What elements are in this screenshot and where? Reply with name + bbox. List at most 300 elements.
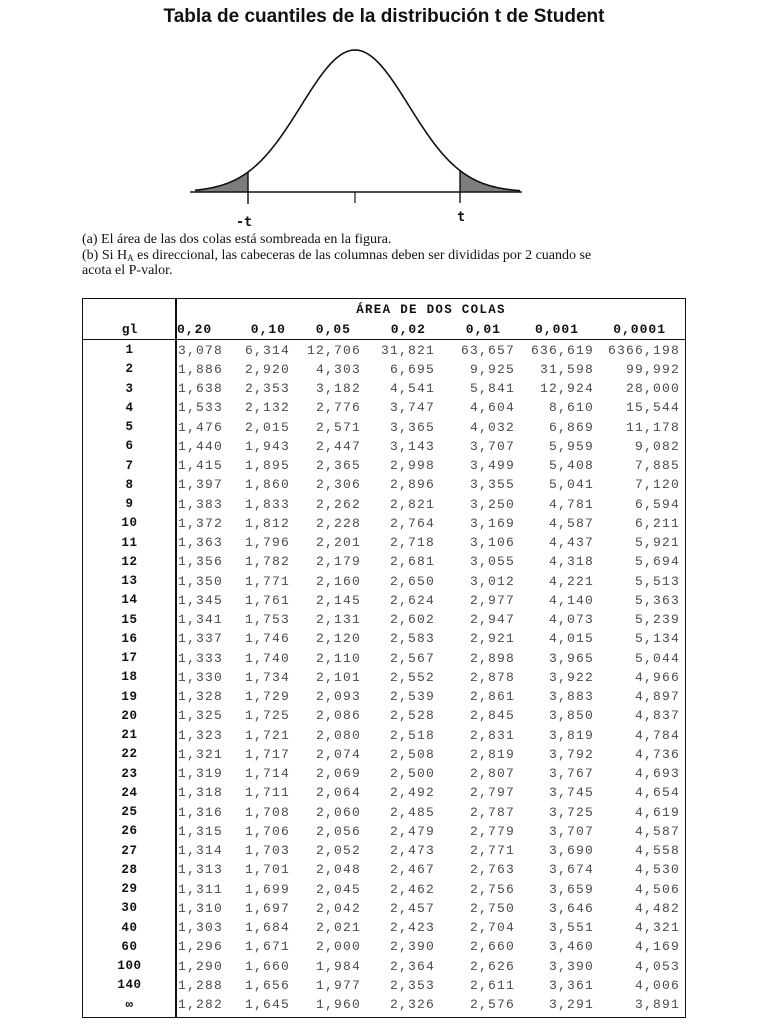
value-cell: 2,052 — [315, 843, 361, 859]
value-cell: 2,201 — [315, 535, 361, 551]
value-cell: 8,610 — [548, 400, 594, 416]
value-cell: 63,657 — [460, 342, 515, 358]
value-cell: 1,440 — [177, 438, 223, 454]
value-cell: 9,082 — [634, 438, 680, 454]
value-cell: 3,850 — [548, 708, 594, 724]
value-cell: 1,290 — [177, 958, 223, 974]
value-cell: 1,771 — [244, 573, 290, 589]
value-cell: 5,239 — [634, 612, 680, 628]
value-cell: 3,747 — [389, 400, 435, 416]
value-cell: 3,646 — [548, 900, 594, 916]
table-row — [83, 610, 685, 629]
table-row — [83, 745, 685, 764]
table-row — [83, 475, 685, 494]
value-cell: 7,885 — [634, 458, 680, 474]
value-cell: 2,650 — [389, 573, 435, 589]
value-cell: 3,551 — [548, 920, 594, 936]
value-cell: 3,460 — [548, 939, 594, 955]
table-row — [83, 398, 685, 417]
value-cell: 1,711 — [244, 785, 290, 801]
gl-header: gl — [121, 322, 138, 337]
value-cell: 4,221 — [548, 573, 594, 589]
value-cell: 6,211 — [634, 515, 680, 531]
value-cell: 5,694 — [634, 554, 680, 570]
label-t: t — [457, 210, 465, 225]
value-cell: 2,467 — [389, 862, 435, 878]
value-cell: 1,350 — [177, 573, 223, 589]
value-cell: 3,499 — [469, 458, 515, 474]
gl-cell: 28 — [121, 862, 138, 877]
value-cell: 3,745 — [548, 785, 594, 801]
value-cell: 3,365 — [389, 419, 435, 435]
value-cell: 6,695 — [389, 361, 435, 377]
t-distribution-figure — [0, 0, 768, 240]
value-cell: 4,966 — [634, 669, 680, 685]
value-cell: 2,552 — [389, 669, 435, 685]
table-row — [83, 341, 685, 360]
value-cell: 4,437 — [548, 535, 594, 551]
value-cell: 2,000 — [315, 939, 361, 955]
table-row — [83, 822, 685, 841]
value-cell: 3,674 — [548, 862, 594, 878]
value-cell: 15,544 — [625, 400, 680, 416]
gl-cell: 15 — [121, 612, 138, 627]
value-cell: 3,767 — [548, 766, 594, 782]
table-row — [83, 706, 685, 725]
value-cell: 1,660 — [244, 958, 290, 974]
value-cell: 2,998 — [389, 458, 435, 474]
value-cell: 2,086 — [315, 708, 361, 724]
table-row — [83, 899, 685, 918]
value-cell: 2,423 — [389, 920, 435, 936]
value-cell: 2,353 — [389, 977, 435, 993]
table-row — [83, 803, 685, 822]
value-cell: 2,479 — [389, 823, 435, 839]
value-cell: 3,355 — [469, 477, 515, 493]
value-cell: 2,845 — [469, 708, 515, 724]
gl-cell: 7 — [125, 458, 134, 473]
value-cell: 2,473 — [389, 843, 435, 859]
value-cell: 4,169 — [634, 939, 680, 955]
value-cell: 3,250 — [469, 496, 515, 512]
value-cell: 3,143 — [389, 438, 435, 454]
gl-cell: 17 — [121, 651, 138, 666]
gl-cell: 40 — [121, 920, 138, 935]
gl-cell: 20 — [121, 708, 138, 723]
column-header: 0,05 — [315, 322, 351, 337]
value-cell: 2,074 — [315, 746, 361, 762]
value-cell: 1,316 — [177, 804, 223, 820]
value-cell: 2,228 — [315, 515, 361, 531]
gl-cell: 16 — [121, 631, 138, 646]
gl-cell: 4 — [125, 400, 134, 415]
value-cell: 3,169 — [469, 515, 515, 531]
gl-cell: 25 — [121, 805, 138, 820]
value-cell: 2,583 — [389, 631, 435, 647]
value-cell: 2,101 — [315, 669, 361, 685]
value-cell: 2,110 — [315, 650, 361, 666]
note-a: (a) El área de las dos colas está sombreada en la figura. — [82, 232, 392, 247]
value-cell: 4,587 — [634, 823, 680, 839]
notes — [82, 232, 591, 279]
value-cell: 2,921 — [469, 631, 515, 647]
note-b-subscript: A — [127, 252, 134, 263]
value-cell: 636,619 — [530, 342, 594, 358]
gl-cell: 13 — [121, 574, 138, 589]
value-cell: 2,756 — [469, 881, 515, 897]
value-cell: 1,977 — [315, 977, 361, 993]
value-cell: 2,763 — [469, 862, 515, 878]
value-cell: 4,015 — [548, 631, 594, 647]
value-cell: 1,753 — [244, 612, 290, 628]
value-cell: 5,841 — [469, 381, 515, 397]
value-cell: 2,571 — [315, 419, 361, 435]
value-cell: 1,656 — [244, 977, 290, 993]
value-cell: 2,045 — [315, 881, 361, 897]
right-tail-shading — [460, 171, 520, 192]
table-row — [83, 880, 685, 899]
column-header: 0,10 — [250, 322, 286, 337]
value-cell: 9,925 — [469, 361, 515, 377]
value-cell: 2,306 — [315, 477, 361, 493]
value-cell: 2,120 — [315, 631, 361, 647]
gl-cell: 18 — [121, 670, 138, 685]
gl-cell: 1 — [125, 343, 134, 358]
gl-cell: 24 — [121, 785, 138, 800]
value-cell: 1,886 — [177, 361, 223, 377]
value-cell: 1,314 — [177, 843, 223, 859]
column-header: 0,20 — [177, 322, 213, 337]
value-cell: 3,819 — [548, 727, 594, 743]
table-row — [83, 726, 685, 745]
value-cell: 3,707 — [548, 823, 594, 839]
note-b-rest: es direccional, las cabeceras de las columnas deben ser divididas por 2 cuando se — [133, 247, 592, 263]
value-cell: 1,684 — [244, 920, 290, 936]
column-header: 0,02 — [390, 322, 426, 337]
value-cell: 1,318 — [177, 785, 223, 801]
value-cell: 1,372 — [177, 515, 223, 531]
value-cell: 2,831 — [469, 727, 515, 743]
value-cell: 3,792 — [548, 746, 594, 762]
value-cell: 1,706 — [244, 823, 290, 839]
table-row — [83, 783, 685, 802]
value-cell: 2,920 — [244, 361, 290, 377]
table-row — [83, 668, 685, 687]
value-cell: 5,513 — [634, 573, 680, 589]
value-cell: 2,042 — [315, 900, 361, 916]
table-row — [83, 995, 685, 1014]
value-cell: 1,740 — [244, 650, 290, 666]
gl-cell: ∞ — [125, 997, 134, 1012]
gl-cell: 14 — [121, 593, 138, 608]
value-cell: 1,313 — [177, 862, 223, 878]
value-cell: 2,611 — [469, 977, 515, 993]
value-cell: 4,619 — [634, 804, 680, 820]
value-cell: 4,530 — [634, 862, 680, 878]
value-cell: 2,353 — [244, 381, 290, 397]
value-cell: 1,282 — [177, 997, 223, 1013]
value-cell: 2,898 — [469, 650, 515, 666]
value-cell: 5,363 — [634, 592, 680, 608]
value-cell: 1,960 — [315, 997, 361, 1013]
value-cell: 3,965 — [548, 650, 594, 666]
value-cell: 3,361 — [548, 977, 594, 993]
value-cell: 1,325 — [177, 708, 223, 724]
value-cell: 4,587 — [548, 515, 594, 531]
value-cell: 1,721 — [244, 727, 290, 743]
value-cell: 2,771 — [469, 843, 515, 859]
table-row — [83, 764, 685, 783]
gl-cell: 12 — [121, 554, 138, 569]
value-cell: 5,959 — [548, 438, 594, 454]
value-cell: 1,315 — [177, 823, 223, 839]
label-minus-t: -t — [236, 215, 252, 230]
value-cell: 2,064 — [315, 785, 361, 801]
value-cell: 2,060 — [315, 804, 361, 820]
value-cell: 2,764 — [389, 515, 435, 531]
value-cell: 4,506 — [634, 881, 680, 897]
value-cell: 12,706 — [306, 342, 361, 358]
gl-cell: 100 — [117, 959, 142, 974]
value-cell: 3,891 — [634, 997, 680, 1013]
value-cell: 2,179 — [315, 554, 361, 570]
value-cell: 1,708 — [244, 804, 290, 820]
density-curve — [195, 50, 520, 191]
table-row — [83, 937, 685, 956]
value-cell: 2,602 — [389, 612, 435, 628]
table-row — [83, 379, 685, 398]
value-cell: 4,303 — [315, 361, 361, 377]
value-cell: 6366,198 — [607, 342, 680, 358]
value-cell: 2,576 — [469, 997, 515, 1013]
value-cell: 1,796 — [244, 535, 290, 551]
table-row — [83, 976, 685, 995]
value-cell: 1,703 — [244, 843, 290, 859]
value-cell: 3,725 — [548, 804, 594, 820]
column-header: 0,001 — [534, 322, 579, 337]
value-cell: 2,626 — [469, 958, 515, 974]
gl-cell: 30 — [121, 901, 138, 916]
value-cell: 2,069 — [315, 766, 361, 782]
value-cell: 2,080 — [315, 727, 361, 743]
value-cell: 99,992 — [625, 361, 680, 377]
table-row — [83, 514, 685, 533]
value-cell: 4,073 — [548, 612, 594, 628]
value-cell: 3,012 — [469, 573, 515, 589]
table-row — [83, 533, 685, 552]
gl-cell: 19 — [121, 689, 138, 704]
value-cell: 1,782 — [244, 554, 290, 570]
value-cell: 5,408 — [548, 458, 594, 474]
value-cell: 1,895 — [244, 458, 290, 474]
value-cell: 2,160 — [315, 573, 361, 589]
table-row — [83, 629, 685, 648]
gl-cell: 22 — [121, 747, 138, 762]
column-header: 0,01 — [465, 322, 501, 337]
value-cell: 2,797 — [469, 785, 515, 801]
value-cell: 4,736 — [634, 746, 680, 762]
value-cell: 1,697 — [244, 900, 290, 916]
value-cell: 4,032 — [469, 419, 515, 435]
value-cell: 4,053 — [634, 958, 680, 974]
gl-cell: 10 — [121, 516, 138, 531]
value-cell: 3,883 — [548, 689, 594, 705]
value-cell: 3,690 — [548, 843, 594, 859]
value-cell: 1,330 — [177, 669, 223, 685]
table-row — [83, 552, 685, 571]
column-header: 0,0001 — [613, 322, 666, 337]
table-body — [83, 341, 685, 1015]
value-cell: 2,048 — [315, 862, 361, 878]
value-cell: 4,781 — [548, 496, 594, 512]
value-cell: 5,041 — [548, 477, 594, 493]
t-quantile-table — [82, 298, 686, 1018]
value-cell: 4,321 — [634, 920, 680, 936]
value-cell: 2,145 — [315, 592, 361, 608]
value-cell: 2,056 — [315, 823, 361, 839]
value-cell: 1,288 — [177, 977, 223, 993]
value-cell: 2,485 — [389, 804, 435, 820]
value-cell: 2,131 — [315, 612, 361, 628]
value-cell: 1,645 — [244, 997, 290, 1013]
value-cell: 1,701 — [244, 862, 290, 878]
value-cell: 4,654 — [634, 785, 680, 801]
note-b — [82, 248, 591, 264]
value-cell: 2,093 — [315, 689, 361, 705]
gl-cell: 26 — [121, 824, 138, 839]
value-cell: 2,779 — [469, 823, 515, 839]
value-cell: 2,821 — [389, 496, 435, 512]
value-cell: 1,337 — [177, 631, 223, 647]
value-cell: 1,303 — [177, 920, 223, 936]
value-cell: 28,000 — [625, 381, 680, 397]
value-cell: 31,821 — [380, 342, 435, 358]
value-cell: 1,943 — [244, 438, 290, 454]
value-cell: 1,415 — [177, 458, 223, 474]
value-cell: 4,541 — [389, 381, 435, 397]
value-cell: 5,044 — [634, 650, 680, 666]
value-cell: 2,390 — [389, 939, 435, 955]
value-cell: 1,328 — [177, 689, 223, 705]
table-row — [83, 649, 685, 668]
value-cell: 1,363 — [177, 535, 223, 551]
gl-cell: 11 — [121, 535, 138, 550]
value-cell: 2,457 — [389, 900, 435, 916]
value-cell: 4,318 — [548, 554, 594, 570]
value-cell: 1,333 — [177, 650, 223, 666]
value-cell: 12,924 — [539, 381, 594, 397]
value-cell: 2,528 — [389, 708, 435, 724]
value-cell: 1,356 — [177, 554, 223, 570]
table-row — [83, 687, 685, 706]
note-b-prefix: (b) Si H — [82, 247, 128, 263]
value-cell: 2,508 — [389, 746, 435, 762]
value-cell: 2,977 — [469, 592, 515, 608]
value-cell: 1,533 — [177, 400, 223, 416]
value-cell: 2,492 — [389, 785, 435, 801]
value-cell: 2,947 — [469, 612, 515, 628]
value-cell: 2,704 — [469, 920, 515, 936]
value-cell: 2,447 — [315, 438, 361, 454]
gl-cell: 6 — [125, 439, 134, 454]
value-cell: 2,518 — [389, 727, 435, 743]
value-cell: 2,365 — [315, 458, 361, 474]
value-cell: 6,869 — [548, 419, 594, 435]
gl-cell: 23 — [121, 766, 138, 781]
value-cell: 2,896 — [389, 477, 435, 493]
note-b-line2: acota el P-valor. — [82, 263, 173, 278]
value-cell: 3,106 — [469, 535, 515, 551]
value-cell: 1,476 — [177, 419, 223, 435]
value-cell: 4,837 — [634, 708, 680, 724]
table-row — [83, 495, 685, 514]
value-cell: 1,734 — [244, 669, 290, 685]
value-cell: 1,319 — [177, 766, 223, 782]
value-cell: 2,787 — [469, 804, 515, 820]
gl-cell: 2 — [125, 362, 134, 377]
value-cell: 5,134 — [634, 631, 680, 647]
value-cell: 1,345 — [177, 592, 223, 608]
table-row — [83, 418, 685, 437]
value-cell: 1,323 — [177, 727, 223, 743]
value-cell: 3,922 — [548, 669, 594, 685]
value-cell: 1,714 — [244, 766, 290, 782]
value-cell: 1,725 — [244, 708, 290, 724]
value-cell: 1,638 — [177, 381, 223, 397]
table-row — [83, 437, 685, 456]
value-cell: 1,860 — [244, 477, 290, 493]
value-cell: 3,055 — [469, 554, 515, 570]
value-cell: 1,761 — [244, 592, 290, 608]
gl-cell: 140 — [117, 978, 142, 993]
value-cell: 2,878 — [469, 669, 515, 685]
value-cell: 2,500 — [389, 766, 435, 782]
table-row — [83, 860, 685, 879]
table-row — [83, 591, 685, 610]
gl-cell: 5 — [125, 420, 134, 435]
gl-cell: 9 — [125, 497, 134, 512]
value-cell: 4,784 — [634, 727, 680, 743]
value-cell: 4,006 — [634, 977, 680, 993]
value-cell: 2,750 — [469, 900, 515, 916]
value-cell: 3,390 — [548, 958, 594, 974]
value-cell: 4,604 — [469, 400, 515, 416]
value-cell: 2,660 — [469, 939, 515, 955]
table-row — [83, 572, 685, 591]
value-cell: 1,310 — [177, 900, 223, 916]
value-cell: 2,567 — [389, 650, 435, 666]
value-cell: 1,321 — [177, 746, 223, 762]
value-cell: 3,078 — [177, 342, 223, 358]
value-cell: 2,776 — [315, 400, 361, 416]
value-cell: 4,482 — [634, 900, 680, 916]
table-row — [83, 918, 685, 937]
value-cell: 6,594 — [634, 496, 680, 512]
value-cell: 2,539 — [389, 689, 435, 705]
value-cell: 2,861 — [469, 689, 515, 705]
value-cell: 2,015 — [244, 419, 290, 435]
value-cell: 2,624 — [389, 592, 435, 608]
value-cell: 1,311 — [177, 881, 223, 897]
value-cell: 31,598 — [539, 361, 594, 377]
group-header: ÁREA DE DOS COLAS — [356, 302, 506, 317]
table-row — [83, 957, 685, 976]
gl-cell: 21 — [121, 728, 138, 743]
value-cell: 3,291 — [548, 997, 594, 1013]
value-cell: 1,699 — [244, 881, 290, 897]
value-cell: 1,984 — [315, 958, 361, 974]
value-cell: 1,833 — [244, 496, 290, 512]
